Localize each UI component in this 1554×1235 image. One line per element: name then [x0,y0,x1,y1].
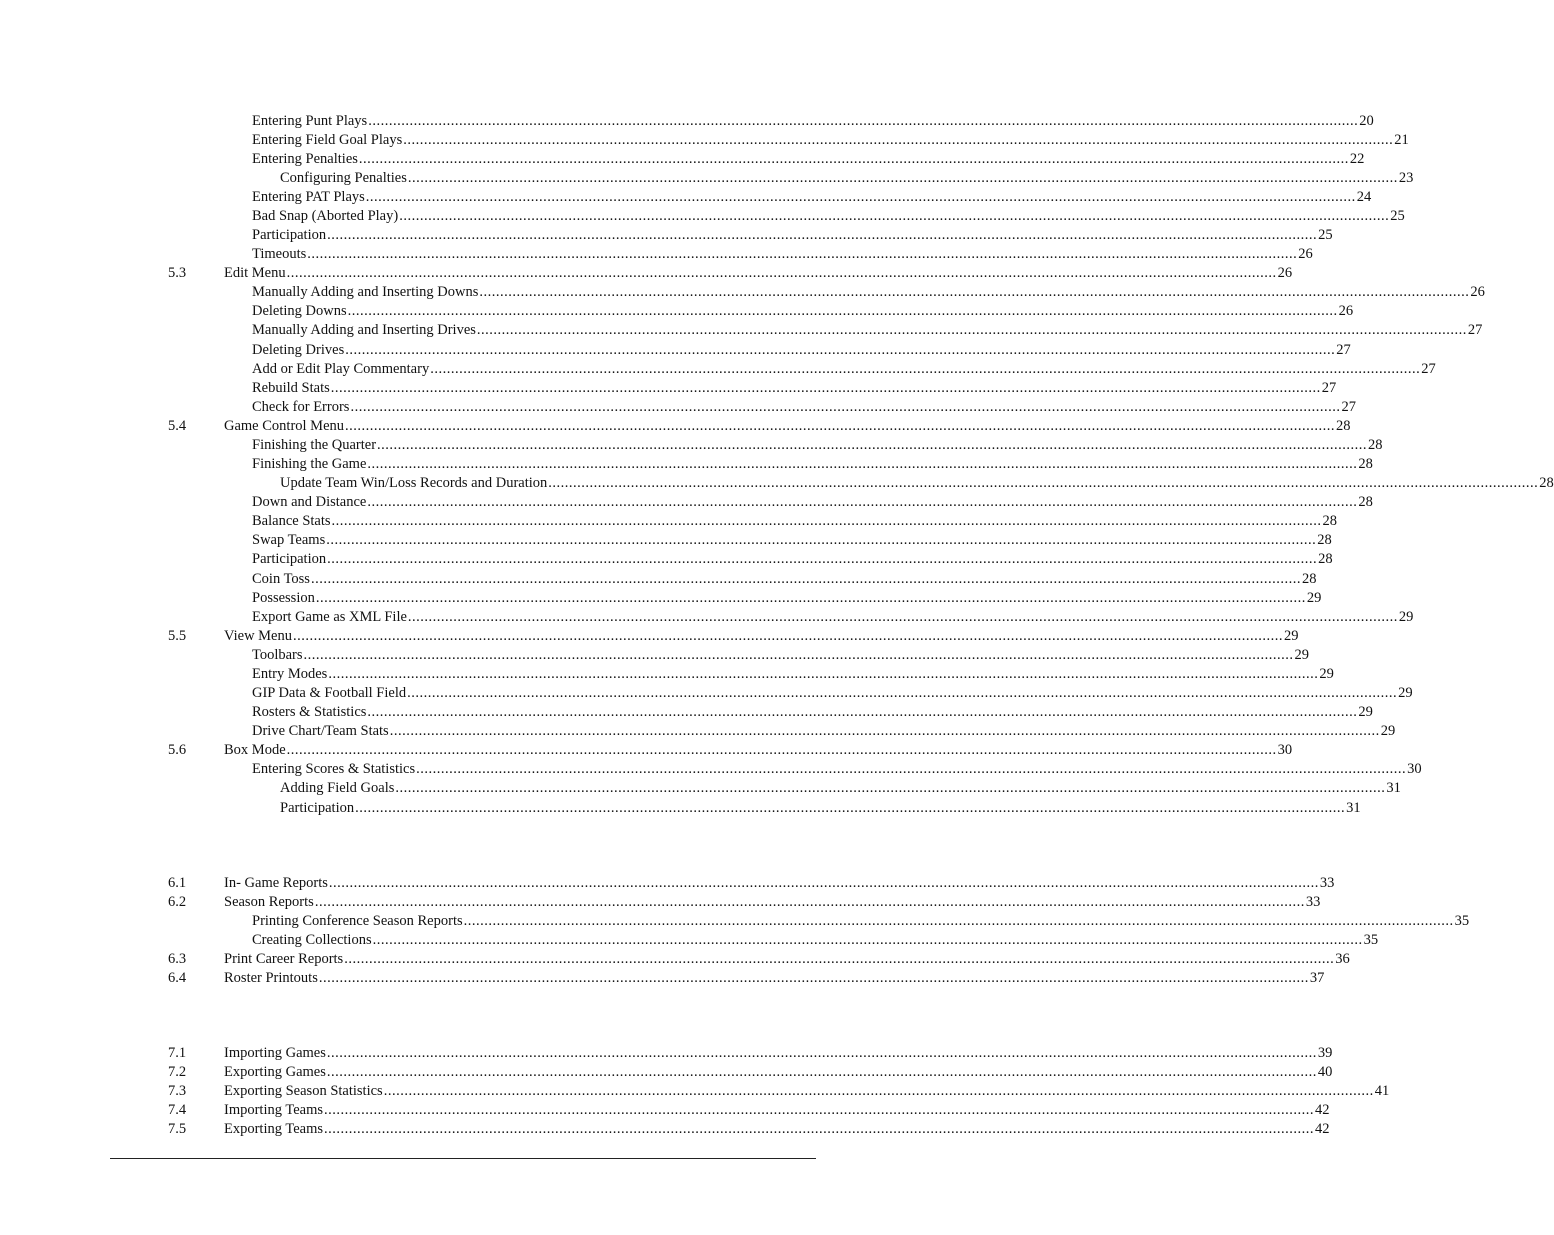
toc-page-number: 37 [1309,970,1325,986]
toc-section-number: 5.5 [168,628,187,644]
toc-entry-title: Roster Printouts [224,970,318,986]
toc-line[interactable] [0,512,1338,531]
toc-entry-title: Participation [252,227,327,243]
toc-entry-title: Print Career Reports [224,951,344,967]
toc-page-number: 39 [1317,1045,1333,1061]
toc-entry-title: Down and Distance [252,494,367,510]
toc-entry[interactable] [252,455,1373,474]
toc-page-number: 23 [1398,170,1414,186]
dot-leader: ................................................................................................................................................................................................................................................ [328,666,1319,682]
dot-leader: ................................................................................................................................................................................................................................................ [416,761,1407,777]
toc-entry-title: Finishing the Quarter [252,437,377,453]
toc-line[interactable] [0,188,1372,207]
toc-line[interactable] [0,531,1332,550]
toc-section-number: 5.3 [168,265,187,281]
toc-line[interactable] [0,398,1356,417]
toc-page-number: 42 [1315,1121,1330,1137]
dot-leader: ................................................................................................................................................................................................................................................ [407,170,1398,186]
toc-page-number: 29 [1284,628,1299,644]
toc-section-number: 6.3 [168,951,187,967]
dot-leader: ................................................................................................................................................................................................................................................ [303,647,1294,663]
toc-page-number: 28 [1539,475,1554,491]
toc-page-number: 29 [1294,647,1310,663]
toc-entry[interactable] [252,722,1396,741]
toc-entry-title: Check for Errors [252,399,350,415]
dot-leader: ................................................................................................................................................................................................................................................ [479,284,1470,300]
toc-line[interactable] [0,799,1361,818]
toc-page-number: 25 [1390,208,1405,224]
dot-leader: ................................................................................................................................................................................................................................................ [367,704,1358,720]
toc-page-number: 30 [1277,742,1293,758]
toc-entry-title: Entering Scores & Statistics [252,761,416,777]
toc-entry-title: View Menu [224,628,292,644]
toc-entry-title: Timeouts [252,246,307,262]
toc-line[interactable] [0,283,1485,302]
toc-entry[interactable] [252,379,1337,398]
toc-entry[interactable] [224,1082,1390,1101]
toc-page-number: 28 [1368,437,1383,453]
toc-page-number: 29 [1306,590,1322,606]
toc-entry-title: Participation [280,800,355,816]
toc-entry[interactable] [252,703,1373,722]
toc-page-number: 26 [1277,265,1293,281]
toc-line[interactable] [0,589,1322,608]
toc-page-number: 41 [1374,1083,1390,1099]
toc-page-number: 26 [1470,284,1485,300]
toc-line[interactable] [0,474,1554,493]
toc-page-number: 31 [1346,800,1361,816]
toc-line[interactable] [0,321,1483,340]
toc-line[interactable] [0,703,1373,722]
toc-entry-title: Configuring Penalties [280,170,407,186]
toc-line[interactable] [0,760,1422,779]
toc-entry-title: Entering PAT Plays [252,189,365,205]
toc-line[interactable] [0,226,1333,245]
toc-entry[interactable] [252,493,1373,512]
toc-line[interactable] [0,302,1354,321]
toc-entry[interactable] [280,779,1401,798]
toc-line[interactable] [0,131,1409,150]
toc-page-number: 27 [1321,380,1337,396]
dot-leader: ................................................................................................................................................................................................................................................ [367,494,1358,510]
dot-leader: ................................................................................................................................................................................................................................................ [403,132,1394,148]
toc-entry[interactable] [252,302,1354,321]
dot-leader: ................................................................................................................................................................................................................................................ [310,571,1301,587]
toc-page-number: 35 [1454,913,1470,929]
toc-line[interactable] [0,627,1299,646]
toc-entry-title: Drive Chart/Team Stats [252,723,389,739]
toc-line[interactable] [0,493,1373,512]
toc-entry[interactable] [224,1063,1333,1082]
toc-entry[interactable] [280,474,1554,493]
toc-page-number: 27 [1421,361,1436,377]
dot-leader: ................................................................................................................................................................................................................................................ [324,1102,1314,1118]
toc-entry[interactable] [224,1101,1330,1120]
toc-page-number: 28 [1318,551,1333,567]
toc-line[interactable] [0,1063,1333,1082]
dot-leader: ................................................................................................................................................................................................................................................ [358,151,1349,167]
dot-leader: ................................................................................................................................................................................................................................................ [293,628,1283,644]
toc-entry-title: Update Team Win/Loss Records and Duration [280,475,548,491]
toc-entry[interactable] [252,283,1485,302]
toc-line[interactable] [0,912,1470,931]
dot-leader: ................................................................................................................................................................................................................................................ [355,800,1346,816]
toc-entry-title: In- Game Reports [224,875,328,891]
toc-page-number: 29 [1398,685,1413,701]
dot-leader: ................................................................................................................................................................................................................................................ [383,1083,1374,1099]
toc-line[interactable] [0,1044,1333,1063]
toc-line[interactable] [0,950,1350,969]
toc-entry-title: Entry Modes [252,666,328,682]
toc-entry[interactable] [252,931,1379,950]
dot-leader: ................................................................................................................................................................................................................................................ [430,361,1421,377]
toc-line[interactable] [0,417,1351,436]
toc-entry-title: Finishing the Game [252,456,367,472]
toc-section-number: 5.6 [168,742,187,758]
toc-entry[interactable] [252,398,1356,417]
toc-line[interactable] [0,245,1313,264]
toc-entry[interactable] [224,741,1293,760]
toc-entry[interactable] [224,1044,1333,1063]
toc-line[interactable] [0,264,1293,283]
toc-page-number: 31 [1386,780,1401,796]
toc-section-number: 6.1 [168,875,187,891]
toc-section-number: 5.4 [168,418,187,434]
toc-line[interactable] [0,608,1414,627]
toc-line[interactable] [0,779,1401,798]
toc-page-number: 26 [1298,246,1313,262]
toc-page-number: 27 [1336,342,1351,358]
toc-entry[interactable] [224,893,1321,912]
toc-entry-title: Manually Adding and Inserting Drives [252,322,476,338]
toc-line[interactable] [0,341,1351,360]
dot-leader: ................................................................................................................................................................................................................................................ [476,322,1467,338]
toc-entry-title: Possession [252,590,315,606]
dot-leader: ................................................................................................................................................................................................................................................ [327,227,1318,243]
toc-entry[interactable] [252,646,1310,665]
toc-entry[interactable] [252,684,1413,703]
toc-entry[interactable] [252,112,1374,131]
toc-line[interactable] [0,1082,1390,1101]
toc-page-number: 28 [1301,571,1317,587]
toc-page-number: 40 [1317,1064,1333,1080]
toc-section-number: 7.5 [168,1121,187,1137]
toc-entry[interactable] [224,874,1335,893]
toc-page-number: 27 [1467,322,1483,338]
toc-entry-title: Entering Field Goal Plays [252,132,403,148]
toc-entry-title: Bad Snap (Aborted Play) [252,208,399,224]
dot-leader: ................................................................................................................................................................................................................................................ [314,894,1305,910]
toc-entry-title: Add or Edit Play Commentary [252,361,430,377]
dot-leader: ................................................................................................................................................................................................................................................ [318,970,1309,986]
toc-entry[interactable] [252,608,1414,627]
toc-entry-title: Edit Menu [224,265,286,281]
toc-page-number: 28 [1358,494,1373,510]
toc-entry[interactable] [252,436,1383,455]
dot-leader: ................................................................................................................................................................................................................................................ [365,189,1356,205]
toc-entry-title: Creating Collections [252,932,372,948]
dot-leader: ................................................................................................................................................................................................................................................ [372,932,1363,948]
toc-entry[interactable] [252,912,1470,931]
toc-entry-title: Balance Stats [252,513,331,529]
toc-line[interactable] [0,969,1325,988]
toc-page-number: 33 [1305,894,1321,910]
toc-line[interactable] [0,931,1379,950]
toc-entry[interactable] [252,207,1405,226]
dot-leader: ................................................................................................................................................................................................................................................ [327,551,1318,567]
toc-page-number: 20 [1359,113,1374,129]
toc-line[interactable] [0,893,1321,912]
toc-section-number: 7.1 [168,1045,187,1061]
toc-line[interactable] [0,874,1335,893]
toc-line[interactable] [0,722,1396,741]
toc-page-number: 22 [1349,151,1365,167]
toc-entry[interactable] [252,550,1333,569]
toc-line[interactable] [0,1120,1330,1139]
toc-entry-title: Game Control Menu [224,418,345,434]
toc-entry[interactable] [252,131,1409,150]
dot-leader: ................................................................................................................................................................................................................................................ [407,609,1398,625]
toc-line[interactable] [0,455,1373,474]
toc-entry-title: Toolbars [252,647,303,663]
toc-entry[interactable] [252,531,1332,550]
dot-leader: ................................................................................................................................................................................................................................................ [367,456,1358,472]
toc-page-number: 28 [1317,532,1332,548]
toc-line[interactable] [0,169,1414,188]
dot-leader: ................................................................................................................................................................................................................................................ [328,875,1319,891]
dot-leader: ................................................................................................................................................................................................................................................ [326,532,1317,548]
toc-entry-title: Coin Toss [252,571,310,587]
toc-entry-title: Importing Games [224,1045,326,1061]
toc-page-number: 28 [1358,456,1373,472]
dot-leader: ................................................................................................................................................................................................................................................ [331,513,1322,529]
toc-line[interactable] [0,360,1436,379]
toc-section-number: 7.3 [168,1083,187,1099]
toc-page-number: 29 [1358,704,1373,720]
toc-entry-title: Season Reports [224,894,314,910]
toc-entry[interactable] [252,570,1317,589]
toc-entry[interactable] [224,1120,1330,1139]
toc-line[interactable] [0,570,1317,589]
dot-leader: ................................................................................................................................................................................................................................................ [389,723,1380,739]
toc-page-number: 28 [1322,513,1338,529]
dot-leader: ................................................................................................................................................................................................................................................ [463,913,1454,929]
toc-page-number: 27 [1341,399,1356,415]
dot-leader: ................................................................................................................................................................................................................................................ [368,113,1359,129]
toc-line[interactable] [0,741,1293,760]
toc-line[interactable] [0,436,1383,455]
toc-line[interactable] [0,665,1334,684]
toc-entry-title: Manually Adding and Inserting Downs [252,284,479,300]
toc-entry[interactable] [224,627,1299,646]
dot-leader: ................................................................................................................................................................................................................................................ [326,1045,1317,1061]
toc-entry-title: Swap Teams [252,532,326,548]
toc-entry[interactable] [252,226,1333,245]
toc-entry[interactable] [252,760,1422,779]
toc-entry[interactable] [224,969,1325,988]
toc-page-number: 29 [1398,609,1414,625]
toc-line[interactable] [0,112,1374,131]
toc-page-number: 35 [1363,932,1379,948]
toc-entry[interactable] [252,589,1322,608]
toc-entry-title: Deleting Downs [252,303,347,319]
toc-page-number: 29 [1380,723,1396,739]
toc-page-number: 25 [1318,227,1333,243]
toc-entry-title: Rebuild Stats [252,380,330,396]
toc-section-number: 6.2 [168,894,187,910]
dot-leader: ................................................................................................................................................................................................................................................ [548,475,1539,491]
dot-leader: ................................................................................................................................................................................................................................................ [324,1121,1314,1137]
toc-entry[interactable] [252,150,1365,169]
toc-section-number: 6.4 [168,970,187,986]
dot-leader: ................................................................................................................................................................................................................................................ [407,685,1398,701]
toc-entry-title: Export Game as XML File [252,609,407,625]
dot-leader: ................................................................................................................................................................................................................................................ [286,742,1277,758]
toc-line[interactable] [0,379,1337,398]
toc-entry-title: Deleting Drives [252,342,345,358]
dot-leader: ................................................................................................................................................................................................................................................ [350,399,1341,415]
toc-entry[interactable] [252,665,1334,684]
dot-leader: ................................................................................................................................................................................................................................................ [399,208,1390,224]
toc-line[interactable] [0,684,1413,703]
dot-leader: ................................................................................................................................................................................................................................................ [286,265,1277,281]
toc-line[interactable] [0,646,1310,665]
toc-entry[interactable] [224,264,1293,283]
toc-entry[interactable] [252,321,1483,340]
dot-leader: ................................................................................................................................................................................................................................................ [395,780,1386,796]
toc-entry[interactable] [224,417,1351,436]
toc-line[interactable] [0,1101,1330,1120]
toc-entry-title: Exporting Teams [224,1121,323,1137]
dot-leader: ................................................................................................................................................................................................................................................ [345,342,1336,358]
toc-entry[interactable] [224,950,1350,969]
toc-entry[interactable] [252,188,1372,207]
toc-page-number: 42 [1315,1102,1330,1118]
toc-entry[interactable] [252,341,1351,360]
toc-entry[interactable] [252,245,1313,264]
footer-divider [110,1158,816,1159]
toc-section-number: 7.4 [168,1102,187,1118]
toc-entry-title: GIP Data & Football Field [252,685,407,701]
toc-entry-title: Box Mode [224,742,286,758]
toc-page-number: 30 [1407,761,1422,777]
toc-section-number: 7.2 [168,1064,187,1080]
dot-leader: ................................................................................................................................................................................................................................................ [347,303,1338,319]
toc-page-number: 28 [1336,418,1351,434]
dot-leader: ................................................................................................................................................................................................................................................ [345,418,1336,434]
toc-entry[interactable] [280,169,1414,188]
toc-entry[interactable] [252,512,1338,531]
toc-entry[interactable] [280,799,1361,818]
toc-entry-title: Entering Punt Plays [252,113,368,129]
dot-leader: ................................................................................................................................................................................................................................................ [315,590,1306,606]
toc-entry[interactable] [252,360,1436,379]
toc-entry-title: Rosters & Statistics [252,704,367,720]
toc-page-number: 21 [1394,132,1409,148]
toc-entry-title: Exporting Games [224,1064,326,1080]
toc-page-number: 33 [1319,875,1335,891]
toc-entry-title: Entering Penalties [252,151,358,167]
toc-entry-title: Exporting Season Statistics [224,1083,383,1099]
dot-leader: ................................................................................................................................................................................................................................................ [307,246,1298,262]
toc-entry-title: Importing Teams [224,1102,323,1118]
dot-leader: ................................................................................................................................................................................................................................................ [330,380,1321,396]
toc-page-number: 24 [1356,189,1372,205]
toc-line[interactable] [0,150,1365,169]
toc-page-number: 29 [1319,666,1334,682]
dot-leader: ................................................................................................................................................................................................................................................ [344,951,1335,967]
toc-entry-title: Adding Field Goals [280,780,395,796]
toc-entry-title: Participation [252,551,327,567]
toc-entry-title: Printing Conference Season Reports [252,913,463,929]
dot-leader: ................................................................................................................................................................................................................................................ [326,1064,1317,1080]
dot-leader: ................................................................................................................................................................................................................................................ [377,437,1368,453]
toc-line[interactable] [0,207,1405,226]
toc-line[interactable] [0,550,1333,569]
toc-page-number: 36 [1335,951,1350,967]
toc-page-number: 26 [1338,303,1354,319]
